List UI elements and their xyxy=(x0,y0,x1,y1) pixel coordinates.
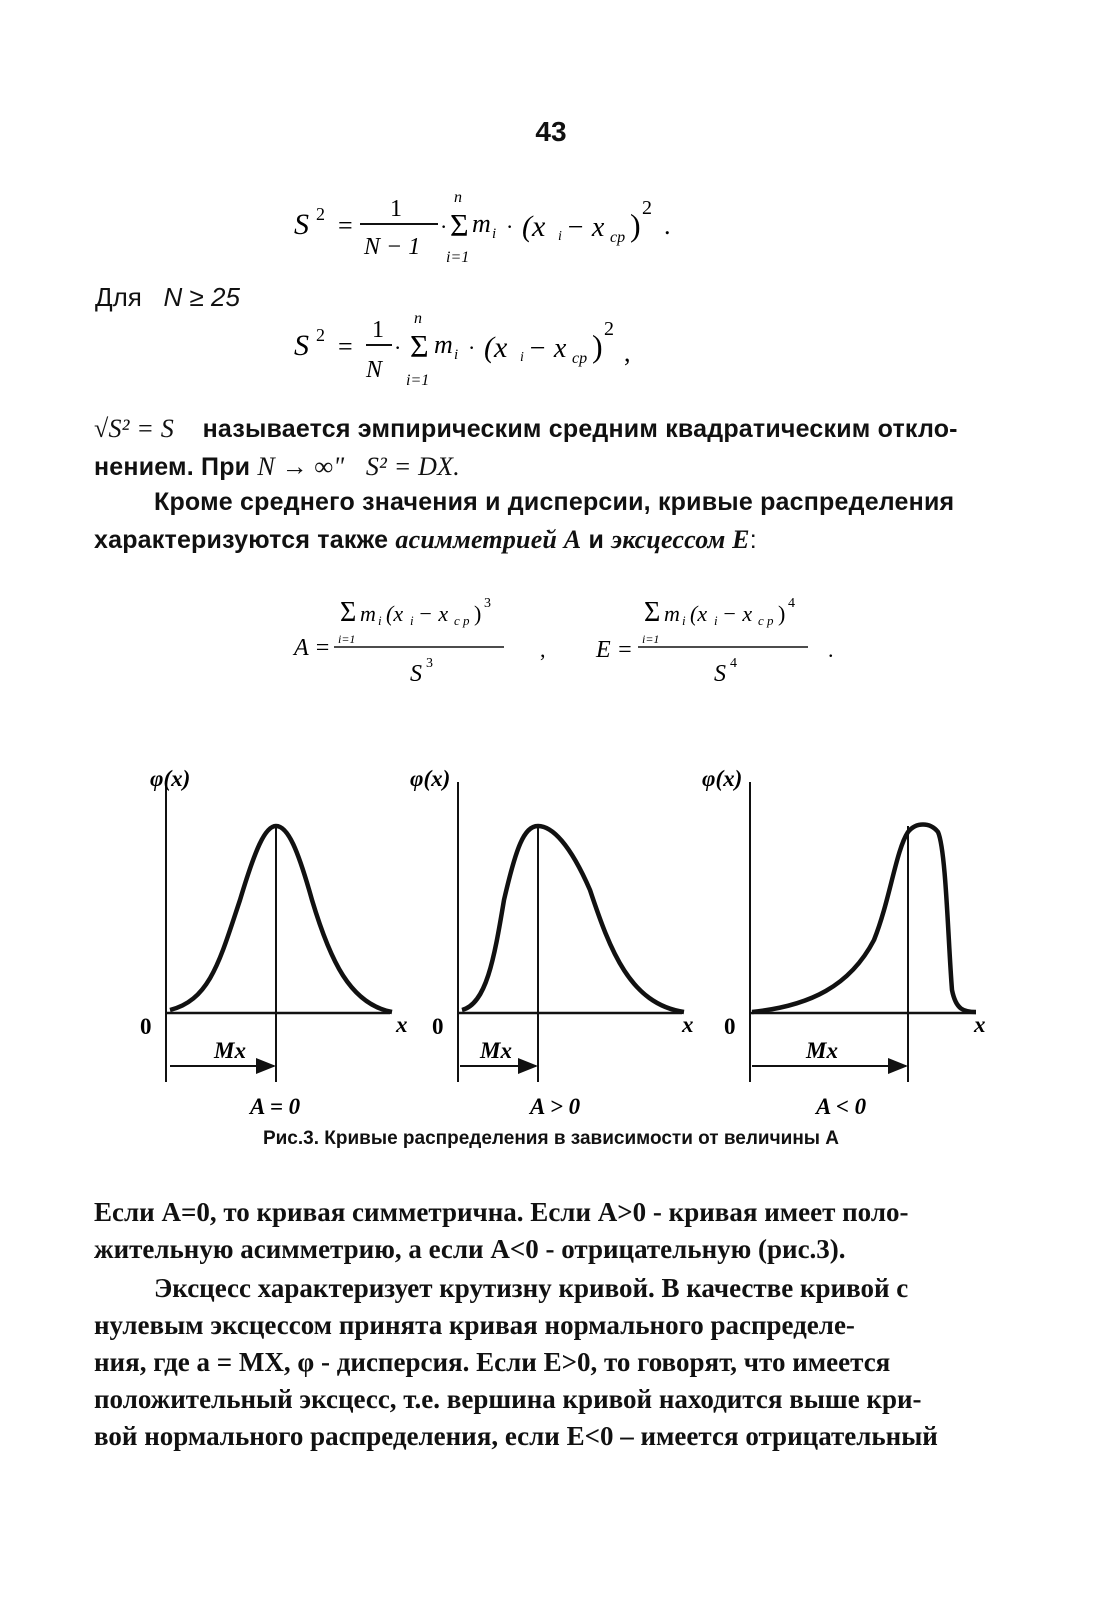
svg-text:(x: (x xyxy=(690,601,708,626)
svg-text:i: i xyxy=(714,613,718,628)
f1-punct: . xyxy=(664,211,671,240)
condition-label: Для xyxy=(95,282,142,312)
term-excess: эксцессом E xyxy=(611,525,750,554)
formula-variance-biased xyxy=(290,305,650,390)
f2-den: N xyxy=(366,357,383,383)
panel2-ylabel: φ(x) xyxy=(410,766,451,791)
sentence1-line2b: N → ∞" xyxy=(257,452,345,481)
f1-cp: cp xyxy=(610,229,626,246)
para3-line4: нулевым эксцессом принята кривая нормального распределе- xyxy=(94,1310,855,1340)
sentence2-line2c: : xyxy=(749,526,757,554)
svg-text:Σ: Σ xyxy=(340,597,357,628)
svg-text:S: S xyxy=(294,329,309,362)
f3-powE: 4 xyxy=(788,596,795,611)
f3-end: . xyxy=(828,637,834,662)
f3-A: A = xyxy=(294,635,331,661)
svg-text:i=1: i=1 xyxy=(642,632,660,646)
svg-text:i=1: i=1 xyxy=(406,372,430,389)
svg-text:·: · xyxy=(394,335,402,360)
f1-end: ) xyxy=(630,207,641,243)
para3-line5: ния, где a = MX, φ - дисперсия. Если E>0, то говорят, что имеется xyxy=(94,1347,891,1377)
para3-line7: вой нормального распределения, если E<0 – имеется отрицательный xyxy=(94,1421,938,1451)
f3-sep: , xyxy=(540,637,546,662)
panel-positive-asymmetry xyxy=(410,766,694,1119)
formula-variance-unbiased xyxy=(290,188,710,268)
panel1-ylabel: φ(x) xyxy=(150,766,191,791)
panel3-xlabel: x xyxy=(974,1012,986,1037)
formula-asymmetry-excess xyxy=(290,585,850,690)
svg-text:n: n xyxy=(414,310,422,327)
term-asymmetry: асимметрией A xyxy=(395,525,582,554)
condition xyxy=(95,282,240,313)
svg-text:=: = xyxy=(338,332,353,361)
sentence1-line2c: S² = DX. xyxy=(365,452,460,481)
panel2-mx: Mx xyxy=(480,1038,512,1063)
svg-text:c p: c p xyxy=(758,613,774,628)
f3-denA: S xyxy=(410,661,422,687)
panel-negative-asymmetry xyxy=(702,766,986,1119)
f2-num: 1 xyxy=(372,317,384,343)
svg-text:4: 4 xyxy=(730,656,737,671)
svg-text:Σ: Σ xyxy=(644,597,661,628)
sentence2-line1: Кроме среднего значения и дисперсии, кривые распределения xyxy=(154,488,955,516)
sentence1-rest: называется эмпирическим средним квадратическим откло- xyxy=(202,415,958,443)
panel3-zero: 0 xyxy=(724,1014,736,1039)
panel1-caption: A = 0 xyxy=(250,1094,301,1119)
figure-caption: Рис.3. Кривые распределения в зависимости от величины A xyxy=(262,1128,840,1149)
sentence-asym-excess xyxy=(94,488,1014,555)
f1-exp: 2 xyxy=(316,204,325,224)
svg-text:3: 3 xyxy=(426,656,433,671)
panel2-zero: 0 xyxy=(432,1014,444,1039)
f3-denE: S xyxy=(714,661,726,687)
f2-punct: , xyxy=(624,338,631,367)
svg-text:cp: cp xyxy=(572,350,588,367)
svg-text:): ) xyxy=(474,601,482,626)
svg-text:i: i xyxy=(378,613,382,628)
svg-text:− x: − x xyxy=(722,601,753,626)
para3-line1: Если A=0, то кривая симметрична. Если A>0 - кривая имеет поло- xyxy=(94,1197,909,1227)
f1-sum-bot: i=1 xyxy=(446,249,470,266)
panel2-xlabel: x xyxy=(682,1012,694,1037)
para3-line2: жительную асимметрию, а если A<0 - отрицательную (рис.3). xyxy=(94,1234,846,1264)
f1-minus: − x xyxy=(566,212,605,243)
svg-text:2: 2 xyxy=(604,318,614,340)
f1-sub: i xyxy=(492,226,497,242)
panel-symmetric xyxy=(140,766,408,1119)
para3-line6: положительный эксцесс, т.е. вершина кривой находится выше кри- xyxy=(94,1384,922,1414)
svg-text:=: = xyxy=(338,211,353,240)
svg-text:2: 2 xyxy=(316,325,325,345)
sentence-std-dev xyxy=(94,414,1004,482)
sentence2-line2b: и xyxy=(588,526,605,554)
panel1-mx: Mx xyxy=(214,1038,246,1063)
panel3-caption: A < 0 xyxy=(816,1094,867,1119)
panel1-xlabel: x xyxy=(396,1012,408,1037)
f1-num: 1 xyxy=(390,196,402,222)
svg-text:i: i xyxy=(454,347,459,363)
f3-sum-bot-A: i=1 xyxy=(338,632,356,646)
panel1-zero: 0 xyxy=(140,1014,152,1039)
figure-distribution-curves xyxy=(90,760,1010,1130)
svg-text:i: i xyxy=(410,613,414,628)
svg-text:): ) xyxy=(592,328,603,364)
svg-text:Σ: Σ xyxy=(450,207,469,243)
f1-term: m xyxy=(472,209,491,238)
sqrt-expression: √S² = S xyxy=(94,414,175,443)
f1-paren: (x xyxy=(522,210,546,243)
svg-text:− x: − x xyxy=(528,333,567,364)
svg-text:c p: c p xyxy=(454,613,470,628)
f3-numA: m xyxy=(360,601,376,626)
svg-text:− x: − x xyxy=(418,601,449,626)
svg-text:Σ: Σ xyxy=(410,328,429,364)
svg-text:·: · xyxy=(506,214,514,239)
svg-text:·: · xyxy=(468,335,476,360)
paragraph-asymmetry-excess xyxy=(94,1194,1014,1455)
svg-text:(x: (x xyxy=(484,331,508,364)
svg-text:m: m xyxy=(434,330,453,359)
f1-lhs: S xyxy=(294,208,309,241)
condition-math: N ≥ 25 xyxy=(163,282,240,312)
f1-den: N − 1 xyxy=(364,234,421,260)
f3-E: E = xyxy=(596,637,633,663)
svg-text:m: m xyxy=(664,601,680,626)
svg-text:i: i xyxy=(558,229,562,244)
para3-line3: Эксцесс характеризует крутизну кривой. В качестве кривой с xyxy=(154,1273,909,1303)
f3-powA: 3 xyxy=(484,596,491,611)
f1-power: 2 xyxy=(642,197,652,219)
sentence2-line2a: характеризуются также xyxy=(94,526,389,554)
svg-text:i: i xyxy=(520,350,524,365)
panel2-caption: A > 0 xyxy=(530,1094,581,1119)
svg-text:·: · xyxy=(440,214,448,239)
panel3-mx: Mx xyxy=(806,1038,838,1063)
svg-text:): ) xyxy=(778,601,786,626)
svg-text:(x: (x xyxy=(386,601,404,626)
svg-text:i: i xyxy=(682,613,686,628)
sentence1-line2a: нением. При xyxy=(94,453,251,481)
panel3-ylabel: φ(x) xyxy=(702,766,743,791)
page-number: 43 xyxy=(535,116,567,147)
f1-sum-top: n xyxy=(454,189,462,206)
